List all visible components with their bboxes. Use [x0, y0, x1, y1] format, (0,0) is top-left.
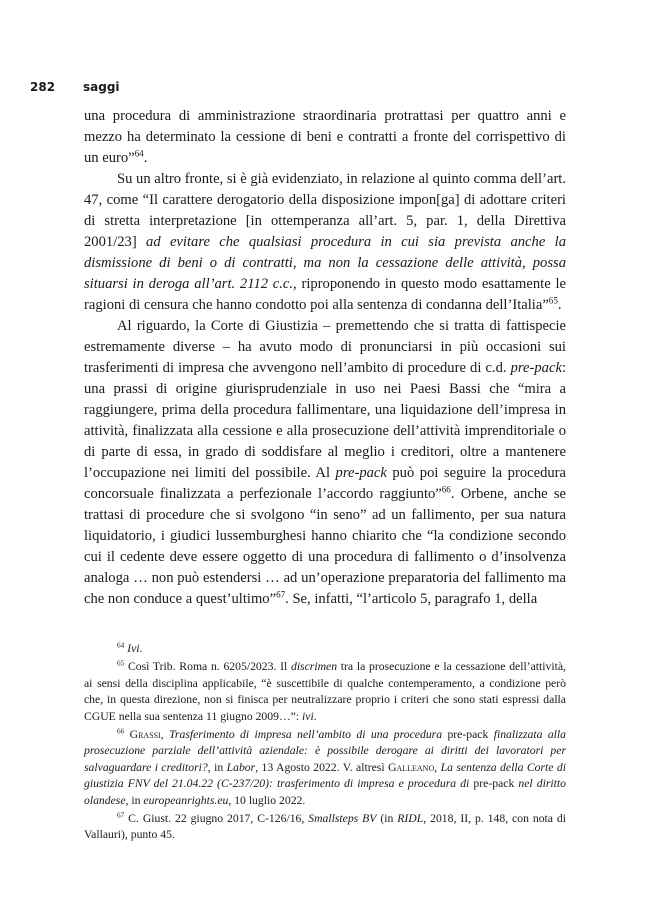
- italic-run: pre-pack: [510, 360, 562, 376]
- italic-run: Smallsteps BV: [308, 812, 377, 826]
- running-header: [0, 80, 650, 100]
- italic-run: nel diritto olandese: [84, 777, 566, 807]
- paragraph: [84, 316, 566, 610]
- text-run: una procedura di amministrazione straordinaria protrattasi per quattro anni e mezzo ha determinato la cessione di beni e contratti a fronte del corrispettivo di un euro”: [84, 108, 566, 166]
- footnote: [84, 659, 566, 725]
- text-run: , in: [207, 760, 227, 774]
- text-run: : una prassi di origine giurisprudenziale in uso nei Paesi Bassi che “mira a raggiungere, prima della procedura fallimentare, una liquidazione dell’impresa in attività, finalizzata alla cessione e alla prosecuzione dell’attività imprenditoriale o di parte di essa, in grado di soddisfare al meglio i creditori, oltre a mantenere l’occupazione nei limiti del possibile. Al: [84, 360, 566, 481]
- italic-run: ad evitare che qualsiasi procedura in cui sia prevista anche la dismissione di beni o di contratti, ma non la cessazione delle attività, possa situarsi in deroga all’art. 2112 c.c.: [84, 234, 566, 292]
- text-run: ,: [434, 760, 441, 774]
- text-run: .: [313, 709, 317, 723]
- note-ref: 65: [548, 295, 558, 306]
- italic-run: Labor: [226, 760, 256, 774]
- text-run: .: [139, 642, 143, 655]
- smallcaps-run: Galleano: [388, 760, 435, 774]
- text-run: Su un altro fronte, si è già evidenziato, in relazione al quinto comma dell’art. 47, come “Il carattere derogatorio della disposizione impon[ga] di adottare criteri di stretta interpretazione [in ottemperanza all’art. 5, par. 1, della Direttiva 2001/23]: [84, 171, 567, 250]
- text-run: .: [143, 150, 148, 166]
- italic-run: finalizzata alla prosecuzione parziale dell’attività aziendale: è possibile derogare ai diritti dei lavoratori per salvaguardare i creditori?: [84, 728, 566, 774]
- footnote: [84, 811, 566, 844]
- text-run: ,: [160, 728, 170, 742]
- italic-run: La sentenza della Corte di giustizia FNV del 21.04.22 (C-237/20): trasferimento di impresa e procedura di: [84, 760, 566, 791]
- text-run: , 10 luglio 2022.: [228, 793, 306, 807]
- text-run: (in: [376, 812, 398, 826]
- section-title: saggi: [83, 80, 120, 94]
- italic-run: ivi: [302, 709, 314, 723]
- note-ref: 66: [117, 727, 125, 736]
- italic-run: Ivi: [127, 642, 140, 655]
- text-run: pre-pack: [469, 777, 519, 791]
- text-run: .: [557, 297, 562, 313]
- text-run: , 2018, II, p. 148, con nota di Vallauri), punto 45.: [84, 812, 566, 842]
- text-run: tra la prosecuzione e la cessazione dell’attività, ai sensi della disciplina applicabile, “è suscettibile di qualche contemperamento, a condizione però che, in questa direzione, non si finisca per neutralizzare proprio i criteri che sono stati espressi dalla CGUE nella sua sentenza 11 giugno 2009…”:: [84, 660, 566, 723]
- text-run: pre-pack: [442, 728, 494, 742]
- text-run: . Orbene, anche se trattasi di procedure che si svolgono “in seno” ad un fallimento, per sua natura liquidatorio, i giudici lussemburghesi hanno chiarito che “la condizione secondo cui il cedente deve essere oggetto di una procedura di fallimento o d’insolvenza analoga … non può estendersi … ad un’operazione preparatoria del fallimento ma che non conduce a quest’ultimo”: [84, 486, 566, 607]
- paragraph: [84, 106, 566, 169]
- italic-run: RIDL: [397, 812, 424, 826]
- text-run: può poi seguire la procedura concorsuale finalizzata a perfezionale l’accordo raggiunto”: [84, 465, 567, 502]
- page-number: 282: [30, 80, 56, 94]
- text-run: Così Trib. Roma n. 6205/2023. Il: [124, 660, 291, 674]
- italic-run: Trasferimento di impresa nell’ambito di una procedura: [169, 728, 443, 742]
- text-run: , riproponendo in questo modo esattamente le ragioni di censura che hanno condotto poi alla sentenza di condanna dell’Italia”: [84, 276, 566, 313]
- note-ref: 67: [117, 811, 125, 820]
- text-run: C. Giust. 22 giugno 2017, C-126/16,: [124, 812, 309, 826]
- note-ref: 64: [117, 641, 125, 650]
- footnote: [84, 727, 566, 809]
- note-ref: 65: [117, 660, 125, 669]
- text-run: , 13 Agosto 2022. V. altresì: [255, 760, 389, 774]
- note-ref: 67: [276, 589, 286, 600]
- paragraph: [84, 169, 566, 316]
- italic-run: discrimen: [290, 660, 338, 674]
- italic-run: pre-pack: [335, 465, 387, 481]
- text-run: Al riguardo, la Corte di Giustizia – premettendo che si tratta di fattispecie estremamente diverse – ha avuto modo di pronunciarsi in più occasioni sui trasferimenti di impresa che avvengono nell’ambito di procedure di c.d.: [84, 318, 566, 376]
- footnotes: [84, 641, 566, 844]
- italic-run: europeanrights.eu: [143, 793, 229, 807]
- note-ref: 64: [134, 148, 144, 159]
- footnote: [84, 641, 566, 657]
- text-run: , in: [125, 793, 144, 807]
- body-text: [84, 106, 566, 610]
- text-run: . Se, infatti, “l’articolo 5, paragrafo 1, della: [285, 591, 538, 607]
- note-ref: 66: [441, 484, 451, 495]
- smallcaps-run: Grassi: [129, 728, 161, 742]
